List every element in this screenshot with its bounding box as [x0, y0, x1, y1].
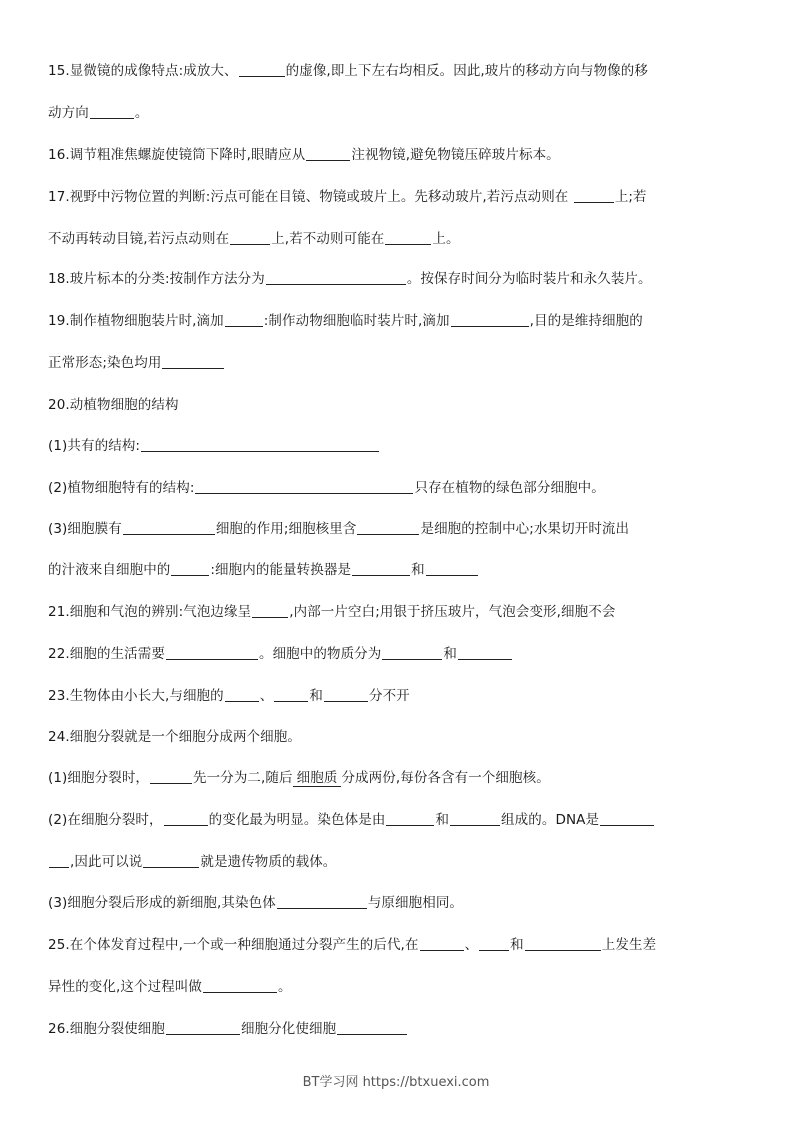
answer-blank[interactable]: [306, 146, 350, 161]
q16-line: 16.调节粗准焦螺旋使镜筒下降时,眼睛应从 注视物镜,避免物镜压碎玻片标本。: [48, 147, 560, 163]
q24-heading: 24.细胞分裂就是一个细胞分成两个细胞。: [48, 729, 301, 745]
q21-line: 21.细胞和气泡的辨别:气泡边缘呈 ,内部一片空白;用银于挤压玻片，气泡会变形,细胞不会: [48, 604, 616, 620]
q20-part1: (1)共有的结构:: [48, 436, 380, 456]
q15-line1: 15.显微镜的成像特点:成放大、 的虚像,即上下左右均相反。因此,玻片的移动方向与物像的移: [48, 63, 649, 79]
answer-blank[interactable]: [277, 894, 367, 909]
answer-blank[interactable]: [166, 1020, 240, 1035]
q22-line: 22.细胞的生活需要 。细胞中的物质分为 和: [48, 644, 513, 664]
answer-blank[interactable]: [230, 230, 270, 245]
answer-blank[interactable]: [574, 188, 614, 203]
q24-part1: (1)细胞分裂时， 先一分为二,随后 细胞质 分成两份,每份各含有一个细胞核。: [48, 770, 550, 786]
answer-blank[interactable]: [252, 603, 288, 618]
q25-line1: 25.在个体发育过程中,一个或一种细胞通过分裂产生的后代,在 、 和 上发生差: [48, 937, 657, 953]
q19-line1: 19.制作植物细胞装片时,滴加 :制作动物细胞临时装片时,滴加 ,目的是维持细胞的: [48, 313, 643, 329]
answer-blank[interactable]: [239, 62, 285, 77]
q26-line: 26.细胞分裂使细胞 细胞分化使细胞: [48, 1019, 408, 1039]
answer-blank[interactable]: [123, 520, 215, 535]
answer-blank[interactable]: [49, 853, 69, 868]
answer-blank[interactable]: [266, 270, 406, 285]
q15-line2: 动方向 。: [48, 105, 149, 121]
answer-blank[interactable]: [426, 561, 478, 576]
filled-answer: 细胞质: [293, 770, 342, 787]
answer-blank[interactable]: [450, 811, 500, 826]
answer-blank[interactable]: [164, 811, 208, 826]
answer-blank[interactable]: [420, 936, 464, 951]
answer-blank[interactable]: [171, 561, 209, 576]
answer-blank[interactable]: [600, 811, 654, 826]
answer-blank[interactable]: [382, 645, 442, 660]
answer-blank[interactable]: [479, 936, 509, 951]
answer-blank[interactable]: [143, 853, 199, 868]
answer-blank[interactable]: [451, 312, 529, 327]
answer-blank[interactable]: [166, 645, 258, 660]
q24-part2-line1: (2)在细胞分裂时， 的变化最为明显。染色体是由 和 组成的。DNA是: [48, 810, 655, 830]
answer-blank[interactable]: [357, 520, 419, 535]
q17-line2: 不动再转动目镜,若污点动则在 上,若不动则可能在 上。: [48, 231, 460, 247]
answer-blank[interactable]: [203, 978, 277, 993]
answer-blank[interactable]: [386, 811, 434, 826]
q24-part3: (3)细胞分裂后形成的新细胞,其染色体 与原细胞相同。: [48, 895, 464, 911]
answer-blank[interactable]: [337, 1020, 407, 1035]
q17-line1: 17.视野中污物位置的判断:污点可能在目镜、物镜或玻片上。先移动玻片,若污点动则在 上;若: [48, 189, 647, 205]
q18-line: 18.玻片标本的分类:按制作方法分为 。按保存时间分为临时装片和永久装片。: [48, 271, 652, 287]
answer-blank[interactable]: [162, 354, 224, 369]
q24-part2-line2: ,因此可以说 就是遗传物质的载体。: [48, 852, 336, 872]
answer-blank[interactable]: [225, 312, 263, 327]
q20-part3-line2: 的汁液来自细胞中的 :细胞内的能量转换器是 和: [48, 560, 479, 580]
answer-blank[interactable]: [458, 645, 512, 660]
answer-blank[interactable]: [90, 104, 134, 119]
q23-line: 23.生物体由小长大,与细胞的 、 和 分不开: [48, 688, 410, 704]
answer-blank[interactable]: [195, 479, 413, 494]
q20-part2: (2)植物细胞特有的结构: 只存在植物的绿色部分细胞中。: [48, 480, 605, 496]
answer-blank[interactable]: [274, 687, 308, 702]
answer-blank[interactable]: [352, 561, 410, 576]
answer-blank[interactable]: [225, 687, 259, 702]
answer-blank[interactable]: [385, 230, 431, 245]
q25-line2: 异性的变化,这个过程叫做 。: [48, 979, 292, 995]
footer-watermark: BT学习网 https://btxuexi.com: [302, 1075, 490, 1090]
answer-blank[interactable]: [324, 687, 368, 702]
q20-part3-line1: (3)细胞膜有 细胞的作用;细胞核里含 是细胞的控制中心;水果切开时流出: [48, 521, 630, 537]
answer-blank[interactable]: [141, 437, 379, 452]
q19-line2: 正常形态;染色均用: [48, 353, 225, 373]
answer-blank[interactable]: [525, 936, 601, 951]
answer-blank[interactable]: [150, 769, 192, 784]
q20-heading: 20.动植物细胞的结构: [48, 397, 179, 413]
